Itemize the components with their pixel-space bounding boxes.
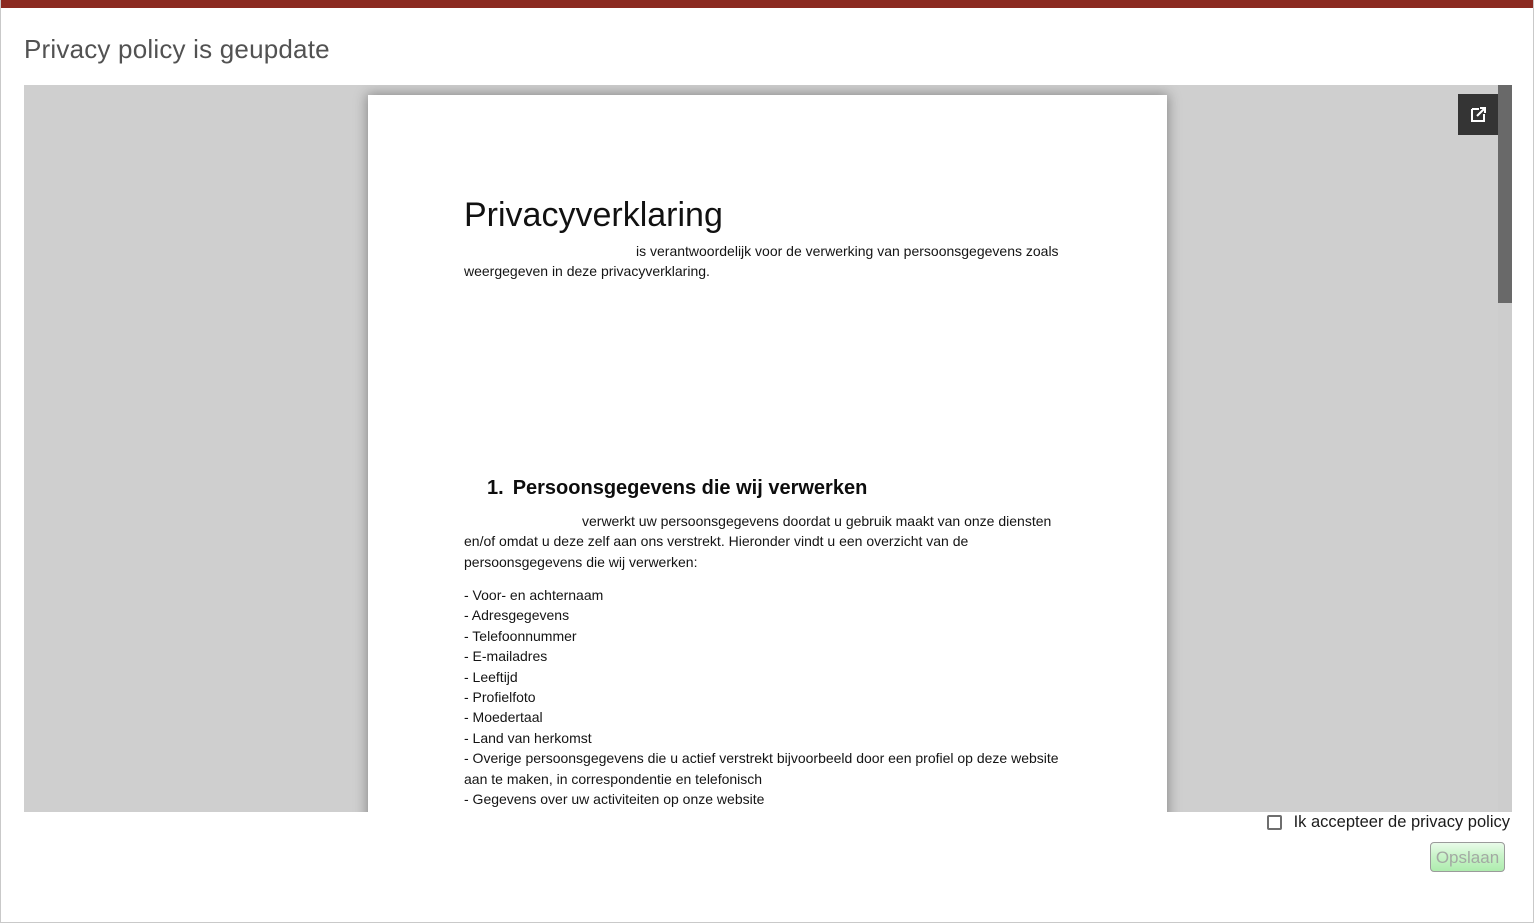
viewer-scrollbar[interactable] <box>1498 85 1512 812</box>
list-item: - Land van herkomst <box>464 729 592 746</box>
section-1-title: Persoonsgegevens die wij verwerken <box>512 476 868 499</box>
section-1-number: 1. <box>487 476 504 499</box>
list-item: - Telefoonnummer <box>464 627 577 644</box>
list-item: - Profielfoto <box>464 689 536 706</box>
page-title: Privacy policy is geupdate <box>24 34 330 64</box>
document-page <box>368 95 1167 812</box>
document-title: Privacyverklaring <box>464 196 723 234</box>
document-intro-paragraph: is verantwoordelijk voor de verwerking van persoonsgegevens zoals weergegeven in deze privacyverklaring. <box>464 243 1059 280</box>
section-1-heading <box>464 476 1079 500</box>
open-in-new-button[interactable] <box>1458 94 1498 135</box>
list-item: - Adresgegevens <box>464 607 570 624</box>
accept-privacy-label[interactable]: Ik accepteer de privacy policy <box>1293 812 1510 831</box>
list-item: - Moedertaal <box>464 709 543 726</box>
list-item: - Gegevens over uw activiteiten op onze website <box>464 791 765 808</box>
list-item: - Voor- en achternaam <box>464 587 604 604</box>
list-item: - E-mailadres <box>464 648 548 665</box>
save-button[interactable]: Opslaan <box>1430 842 1505 872</box>
personal-data-list <box>464 585 1079 809</box>
list-item: - Leeftijd <box>464 668 518 685</box>
window-accent-bar <box>1 0 1533 8</box>
open-in-new-icon <box>1469 105 1488 124</box>
accept-privacy-checkbox[interactable] <box>1267 815 1282 830</box>
viewer-scrollbar-thumb[interactable] <box>1498 85 1512 303</box>
privacy-policy-viewer <box>24 85 1512 812</box>
list-item: - Overige persoonsgegevens die u actief verstrekt bijvoorbeeld door een profiel op deze website aan te maken, in correspondentie en telefonisch <box>464 750 1059 787</box>
section-1-intro-paragraph: verwerkt uw persoonsgegevens doordat u gebruik maakt van onze diensten en/of omdat u deze zelf aan ons verstrekt. Hieronder vindt u een overzicht van de persoonsgegevens die wij verwerken: <box>464 512 1052 570</box>
accept-privacy-row <box>1267 811 1510 833</box>
